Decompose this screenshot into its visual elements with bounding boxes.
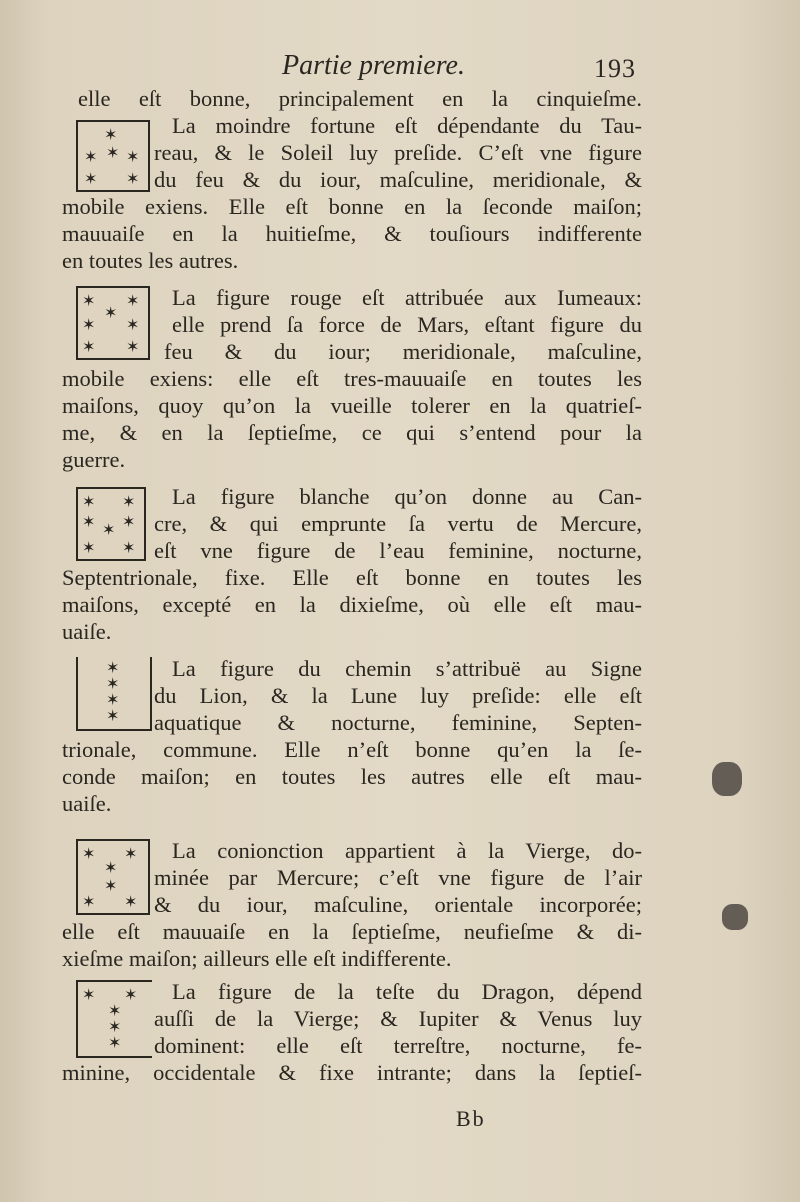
svg-text:✶: ✶: [104, 858, 118, 877]
svg-text:✶: ✶: [82, 337, 96, 356]
svg-text:✶: ✶: [126, 337, 140, 356]
svg-text:✶: ✶: [82, 291, 96, 310]
text-line: mobile exiens: elle eſt tres-mauuaiſe en toutes les: [62, 366, 642, 391]
text-line: dominent: elle eſt terreſtre, nocturne, fe-: [154, 1033, 642, 1058]
text-line: aquatique & nocturne, feminine, Septen-: [154, 710, 642, 735]
svg-text:✶: ✶: [122, 512, 136, 531]
text-line: La figure blanche qu’on donne au Can-: [172, 484, 642, 509]
text-line: & du iour, maſculine, orientale incorporée;: [154, 892, 642, 917]
text-line: du feu & du iour, maſculine, meridionale, &: [154, 167, 642, 192]
text-line: La figure rouge eſt attribuée aux Iumeaux:: [172, 285, 642, 310]
svg-text:✶: ✶: [104, 876, 118, 895]
svg-text:✶: ✶: [106, 690, 120, 709]
running-head: Partie premiere.: [282, 50, 465, 81]
text-line: xieſme maiſon; ailleurs elle eſt indifferente.: [62, 946, 452, 971]
page-number: 193: [594, 54, 636, 83]
albus-figure-icon: [76, 487, 146, 561]
svg-text:✶: ✶: [124, 892, 138, 911]
text-line: La conionction appartient à la Vierge, do-: [172, 838, 642, 863]
text-line: me, & en la ſeptieſme, ce qui s’entend pour la: [62, 420, 642, 445]
svg-text:✶: ✶: [82, 892, 96, 911]
fortuna-minor-figure-icon: [76, 120, 150, 192]
svg-text:✶: ✶: [108, 1001, 122, 1020]
text-line: mobile exiens. Elle eſt bonne en la ſeconde maiſon;: [62, 194, 642, 219]
ink-stain: [722, 904, 748, 930]
body-text: [62, 85, 642, 1086]
rubeus-figure-icon: [76, 286, 150, 360]
text-line: Septentrionale, fixe. Elle eſt bonne en toutes les: [62, 565, 642, 590]
paragraph-0: [62, 85, 642, 112]
text-line: minine, occidentale & fixe intrante; dans la ſeptieſ-: [62, 1060, 642, 1085]
svg-text:✶: ✶: [124, 844, 138, 863]
svg-text:✶: ✶: [82, 844, 96, 863]
svg-text:✶: ✶: [124, 985, 138, 1004]
text-line: uaiſe.: [62, 791, 112, 816]
text-line: guerre.: [62, 447, 126, 472]
text-line: elle eſt bonne, principalement en la cinquieſme.: [78, 86, 642, 111]
svg-text:✶: ✶: [106, 658, 120, 677]
paragraph-6: [62, 978, 642, 1086]
svg-text:✶: ✶: [108, 1017, 122, 1036]
text-line: eſt vne figure de l’eau feminine, nocturne,: [154, 538, 642, 563]
paragraph-4: [62, 655, 642, 817]
text-line: maiſons, excepté en la dixieſme, où elle eſt mau-: [62, 592, 642, 617]
svg-text:✶: ✶: [106, 706, 120, 725]
svg-text:✶: ✶: [104, 125, 118, 144]
svg-text:✶: ✶: [106, 143, 120, 162]
text-line: La figure du chemin s’attribuë au Signe: [172, 656, 642, 681]
text-line: du Lion, & la Lune luy preſide: elle eſt: [154, 683, 642, 708]
svg-text:✶: ✶: [82, 538, 96, 557]
svg-text:✶: ✶: [122, 492, 136, 511]
via-figure-icon: [76, 657, 152, 731]
svg-text:✶: ✶: [82, 492, 96, 511]
svg-text:✶: ✶: [126, 315, 140, 334]
svg-text:✶: ✶: [84, 169, 98, 188]
text-line: auſſi de la Vierge; & Iupiter & Venus luy: [154, 1006, 642, 1031]
text-line: elle prend ſa force de Mars, eſtant figure du: [172, 312, 642, 337]
text-line: reau, & le Soleil luy preſide. C’eſt vne figure: [154, 140, 642, 165]
svg-text:✶: ✶: [106, 674, 120, 693]
text-line: minée par Mercure; c’eſt vne figure de l’air: [154, 865, 642, 890]
svg-text:✶: ✶: [126, 291, 140, 310]
text-line: mauuaiſe en la huitieſme, & touſiours indifferente: [62, 221, 642, 246]
paragraph-3: [62, 483, 642, 645]
ink-stain: [712, 762, 742, 796]
text-line: elle eſt mauuaiſe en la ſeptieſme, neufieſme & di-: [62, 919, 642, 944]
svg-text:✶: ✶: [82, 512, 96, 531]
page-header: [0, 50, 800, 90]
svg-text:✶: ✶: [82, 315, 96, 334]
text-line: maiſons, quoy qu’on la vueille tolerer en la quatrieſ-: [62, 393, 642, 418]
svg-text:✶: ✶: [82, 985, 96, 1004]
svg-text:✶: ✶: [108, 1033, 122, 1052]
text-line: La moindre fortune eſt dépendante du Tau-: [172, 113, 642, 138]
paragraph-5: [62, 837, 642, 972]
svg-text:✶: ✶: [126, 169, 140, 188]
text-line: cre, & qui emprunte ſa vertu de Mercure,: [154, 511, 642, 536]
svg-text:✶: ✶: [122, 538, 136, 557]
text-line: conde maiſon; en toutes les autres elle eſt mau-: [62, 764, 642, 789]
svg-text:✶: ✶: [84, 147, 98, 166]
paragraph-1: [62, 112, 642, 274]
conjunctio-figure-icon: [76, 839, 150, 915]
paragraph-2: [62, 284, 642, 473]
text-line: feu & du iour; meridionale, maſculine,: [164, 339, 642, 364]
text-line: trionale, commune. Elle n’eſt bonne qu’en la ſe-: [62, 737, 642, 762]
text-line: La figure de la teſte du Dragon, dépend: [172, 979, 642, 1004]
svg-text:✶: ✶: [104, 303, 118, 322]
svg-text:✶: ✶: [126, 147, 140, 166]
text-line: uaiſe.: [62, 619, 112, 644]
svg-text:✶: ✶: [102, 520, 116, 539]
text-line: en toutes les autres.: [62, 248, 239, 273]
caput-draconis-figure-icon: [76, 980, 152, 1058]
signature-mark: Bb: [456, 1106, 486, 1131]
